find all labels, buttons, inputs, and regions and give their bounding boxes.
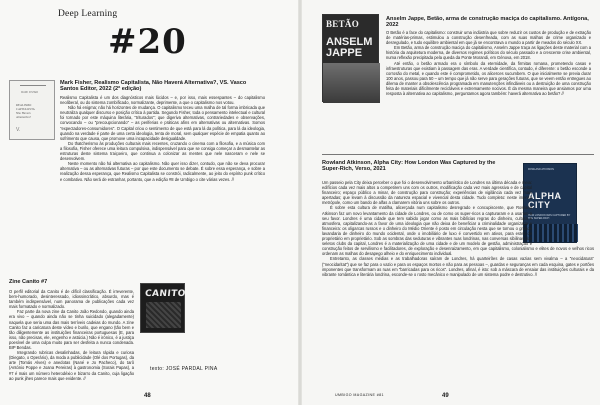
- issue-number: #20: [108, 22, 187, 62]
- paragraph: O perfil editorial da Canito é de difícil classificação. É irreverente, bem-humorado, desinteressado, idiossincrático, absurdo, mas é também indispensável, num panorama de publicações cada vez mais formatado e normalizado.: [9, 289, 134, 310]
- text-credit: texto: JOSÉ PARDAL PINA: [150, 366, 218, 372]
- betao-cover-title: BETÃO: [326, 19, 360, 29]
- betao-book-cover: [322, 14, 379, 102]
- zine-review-text: [9, 289, 134, 381]
- zine-cover-art: [146, 302, 181, 328]
- jappe-review-text: [386, 30, 591, 148]
- paragraph: É sobre esta cultura de matilha, alicerçada num capitalismo desregrado e concupiscente, que Rowland Atkinson faz um novo levantamento da cidade de Londres, ou de como os super-ricos a capturaram e a usaram a seu favor. Londres é uma cidade que tem sabido jogar como as mais biblícias regras do dinheiro, cultura e atmosfera, capitalizando-as a favor de uma ideologia que não deixa de beneficiar a criminalidade organizada e financeira: os oligarcas russos e o dinheiro do Médio Oriente é posto em circulação nesta que se tornou o grande lavandaria de dinheiro do mundo ocidental, onde o imobiliário de luxo é convertido em ativos, para estes de proprietário em proprietário. Sob as sombras das seduturas e vibrantes ruas londrinas, nas conversas sibilinas dos seletos clubs da capital, Londres é a materialização de uma cidade e de um modelo de gestão, administração e construção feitos de servilismo e facilitadores, de exploração e desenraizamento, em que capitalismo, colonialismo e elites de novos e velhos ricos ordenam as malhas do desapego alheio e do enriquecimento individual.: [322, 205, 594, 257]
- paragraph: Um passeio pela City deixa perceber o que foi o desenvolvimento urbanístico de Londres na última década e meia: edifícios cada vez mais altos a competirem uns com os outros, modificação cada vez mais agressiva e de capital financeiro; espaço público a minar, de construção para construção; experiências de vigilância cada vez mais apertadas; que levam à discussão da natureza espacial e vivencial desta cidade. Tudo completo: neste imensa metrópole, como um bando de alfas a clamarem vitória uns sobre os outros.: [322, 180, 532, 206]
- fisher-cover-title-line: Não Haverá: [16, 111, 31, 115]
- betao-cover-author: [326, 37, 378, 59]
- page-number: 49: [442, 393, 449, 399]
- betao-cover-author-line: ANSELM: [326, 36, 373, 48]
- betao-cover-photo: [323, 63, 380, 103]
- fisher-cover-title: [16, 103, 50, 119]
- zine-cover: [140, 283, 185, 333]
- paragraph: Do thatcherismo às produções culturais mais recentes, cruzando o cinema com a filosofia, e a música com a filosofia, Fisher oferece uma leitura compulsiva, indispensável para que se consiga começar a desmantelar as estruturas deste sistema traiçoeiro, que continua a colonizar as mentes que nele nasceram e nele se desenvolvem.: [60, 140, 265, 162]
- zine-review-heading: Zine Canito #7: [9, 279, 48, 285]
- publisher-mark: V.: [16, 127, 21, 133]
- page-number: 48: [144, 393, 151, 399]
- paragraph: O Betão é a face do capitalismo: construir uma indústria que sobre reduzir os custos de produção e de extração de matérias-primas, estimulou a construção desenfreada, com as suas malhas de crime organizado e desregulado, e tudo equilibre ambiental em que já se encontrava o mundo a partir de meados do século XX.: [386, 30, 591, 46]
- paragraph: Em Betão, arma de construção maciça do capitalismo, Anselm Jappe traça as ligações deste material com a história da arquitetura moderna, de diversos regimes políticos do século passado e a crescente crise ambiental, numa reflexão precipitada pela queda da Ponte Morandi, em Génova, em 2018.: [386, 45, 591, 61]
- alpha-cover-author: ROWLAND ATKINSON: [528, 168, 554, 171]
- fisher-cover-title-line: CAPITALISTA: [16, 107, 35, 111]
- alpha-review-heading: Rowland Atkinson, Alpha City: How London Was Captured by the Super-Rich, Verso, 2021: [322, 160, 496, 173]
- paragraph: Realismo Capitalista é um dos diagnósticos mais lúcidos – e, por isso, mais essespantes – do capitalismo neoliberal, ou do sistema zombificado, normalizante, deprimente, a que o capitalismo nos votou.: [60, 95, 265, 106]
- paragraph: Entretanto, as classes médias e as trabalhadoras saíram de Londres, há quarteirões de casas vazias sem vivalma – a "neocidatura" ("neocidaritat") que se faz para o vazio e para os espaços mortos e não para as pessoas –, guardas e seguranças em cada esquina, gates e portões imponentes que transformam as ruas em "barricadas para os ricos". Londres, afinal, é isto: sob a máscara de ensaiar das instituições culturais e da vibrante romântica e literária londrina, esconde-se o rosto mecânico e manipulado de um sistema podre e destrutivo. //: [322, 256, 594, 277]
- fisher-cover-author: MARK FISHER: [21, 91, 39, 94]
- fisher-review-heading: Mark Fisher, Realismo Capitalista, Não Haverá Alternativa?, VS. Vasco Santos Editor, 2022 (2ª edição): [60, 80, 247, 93]
- alpha-cover-title-line: CITY: [528, 200, 551, 210]
- running-footer: UMBIGO MAGAZINE #81: [335, 393, 384, 397]
- paragraph: Faz parte da nova zine da Canito João Redondo, quando ainda era vivo – quando ainda não se tinha suicidado (alegadamente) naquela que seria uma das mais terríveis cadeias do mundo. A zine Canito faz a caricatura deste vídeo e burilo, que engano (tão bem e tão diligentemente as instituições financeiras portuguesas (E, para isso, não precisas, ele, engenho e astúcia.) Não é irónico, é a justiça poesível de uma culpa muito para ser desfeita a nunca condenada. BIP Bendas.: [9, 309, 134, 351]
- betao-cover-author-line: JAPPE: [326, 47, 363, 59]
- jappe-review-heading: Anselm Jappe, Betão, arma de construção maciça do capitalismo. Antígona, 2022: [386, 16, 589, 29]
- alpha-cover-subtitle: HOW LONDON WAS CAPTURED BY THE SUPER-RICH: [528, 214, 571, 220]
- cover-wrap-space: [532, 180, 594, 246]
- alpha-review-text: [322, 180, 594, 385]
- fisher-book-cover: [9, 80, 55, 140]
- paragraph: Neste momento não há alternativa ao capitalismo. Não quer isso dizer, contudo, que não se deva procurar alternativa – ou as alternativas futuras – por que este documento se debate. É sobre essa esperança, e sobre a realização dessa esperança, que Realismo Capitalista se constrói, radicalmente, ao jeito do espírito punk crítico e combativo. Não será de estranhar, portanto, que a edição #8 de Umbigo o cite várias vezes. //: [60, 161, 265, 182]
- paragraph: Até então, o betão armado era o símbolo da eternidade, da firmitas romana, prometendo casas e infraestruturas que existiam à passagem das eras. A verdade científica, contudo, é diferente: o betão esconde a corrosão do metal, e quando este é comprometido, os alicerces sucumbem. O que inicialmente se previa durar 100 anos, passou para 50 – um tempo que já não serve para gerações futuras, que se veem então entregues ao dilema de manter a obsolescência programada em manutenções infindáveis ou a destruição de uma construção feita de materiais dificilmente recicláveis e extremamente nocivos. É da mesma maneira que ansiamos por uma resposta à alternativa ao capitalismo, perguntamos agora também: haverá alternativa ao betão? //: [386, 60, 591, 97]
- alpha-cover-title-line: ALPHA: [528, 191, 562, 201]
- section-title: Deep Learning: [58, 9, 118, 19]
- cover-rule: [20, 85, 46, 86]
- paragraph: Não há enigma; não há horizontes de mudança. O capitalismo teceu uma malha de tal forma imbricada que neutraliza qualquer discurso e posição crítica à partida. Segundo Fisher, toda o pensamento intelectual e cultural foi tornado por este máquina literária, "triturados"; que digeriva alternativas, contrariedades e observações, convocando – ou "precoupcionando" – as periferias e práticas afins em alternativas ou alternativas. Somos "expectadores-consumidores". O Capital criou o sentimento de que está para lá da política, para lá da ideologia, quando na verdade é parte de uma certa ideologia, tenta de moral, sem qualquer espécie de empatia quanto ao sofrimento que causa, que promove uma incapacidade desigualdade.: [60, 105, 265, 141]
- zine-logo: CANITO: [144, 289, 187, 299]
- section-divider: [322, 154, 594, 155]
- paragraph: Integrando rubricas desalinhadas, de leitura rápida e curiosa (Diegato, o Operário), da moda a publicidade (Olé dos Portugas), da arte (Tomás Alves) e anedotas (Nané e Jo Pacheco), do tarô (António Poppe e Joana Pereiras) à gastronomia (Sorais Papas), a #7 é mais um número heterodéxio e bizarro da Canito, cuja ligação ao punk jihes parece mais que evidente. //: [9, 350, 134, 381]
- fisher-cover-title-line: Alternativa?: [16, 115, 31, 119]
- fisher-review-text: [60, 95, 265, 270]
- fisher-cover-title-line: REALISMO: [16, 103, 32, 107]
